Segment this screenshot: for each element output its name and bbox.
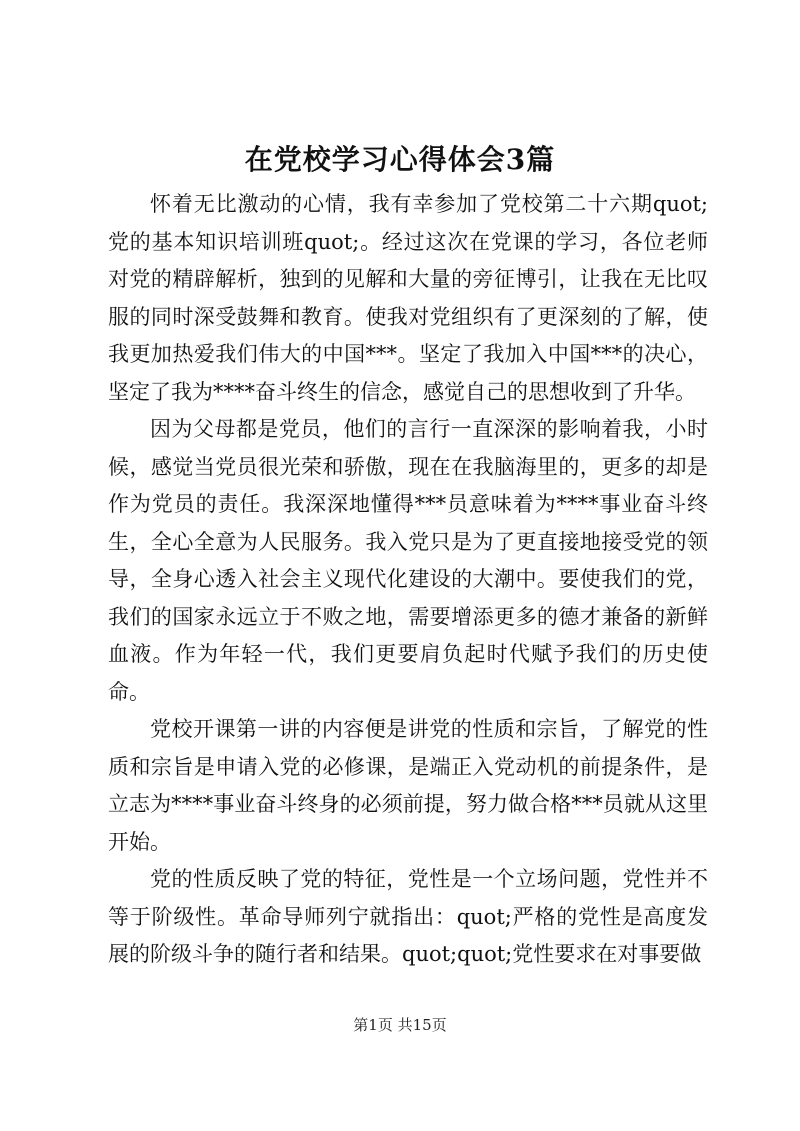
page-number-footer: 第1页 共15页 [353,1016,447,1034]
document-title: 在党校学习心得体会3篇 [244,143,556,176]
document-body [108,186,708,974]
paragraph-3: 党校开课第一讲的内容便是讲党的性质和宗旨，了解党的性质和宗旨是申请入党的必修课，是端正入党动机的前提条件，是立志为****事业奋斗终身的必须前提，努力做合格***员就从这里开始。 [108,717,708,854]
paragraph-1: 怀着无比激动的心情，我有幸参加了党校第二十六期quot;党的基本知识培训班quot;。经过这次在党课的学习，各位老师对党的精辟解析，独到的见解和大量的旁征博引，让我在无比叹服的同时深受鼓舞和教育。使我对党组织有了更深刻的了解，使我更加热爱我们伟大的中国***。坚定了我加入中国***的决心，坚定了我为****奋斗终生的信念，感觉自己的思想收到了升华。 [108,192,708,404]
paragraph-4: 党的性质反映了党的特征，党性是一个立场问题，党性并不等于阶级性。革命导师列宁就指出：quot;严格的党性是高度发展的阶级斗争的随行者和结果。quot;quot;党性要求在对事要做 [108,867,708,966]
paragraph-2: 因为父母都是党员，他们的言行一直深深的影响着我，小时候，感觉当党员很光荣和骄傲，现在在我脑海里的，更多的却是作为党员的责任。我深深地懂得***员意味着为****事业奋斗终生，全心全意为人民服务。我入党只是为了更直接地接受党的领导，全身心透入社会主义现代化建设的大潮中。要使我们的党，我们的国家永远立于不败之地，需要增添更多的德才兼备的新鲜血液。作为年轻一代，我们更要肩负起时代赋予我们的历史使命。 [108,417,708,704]
